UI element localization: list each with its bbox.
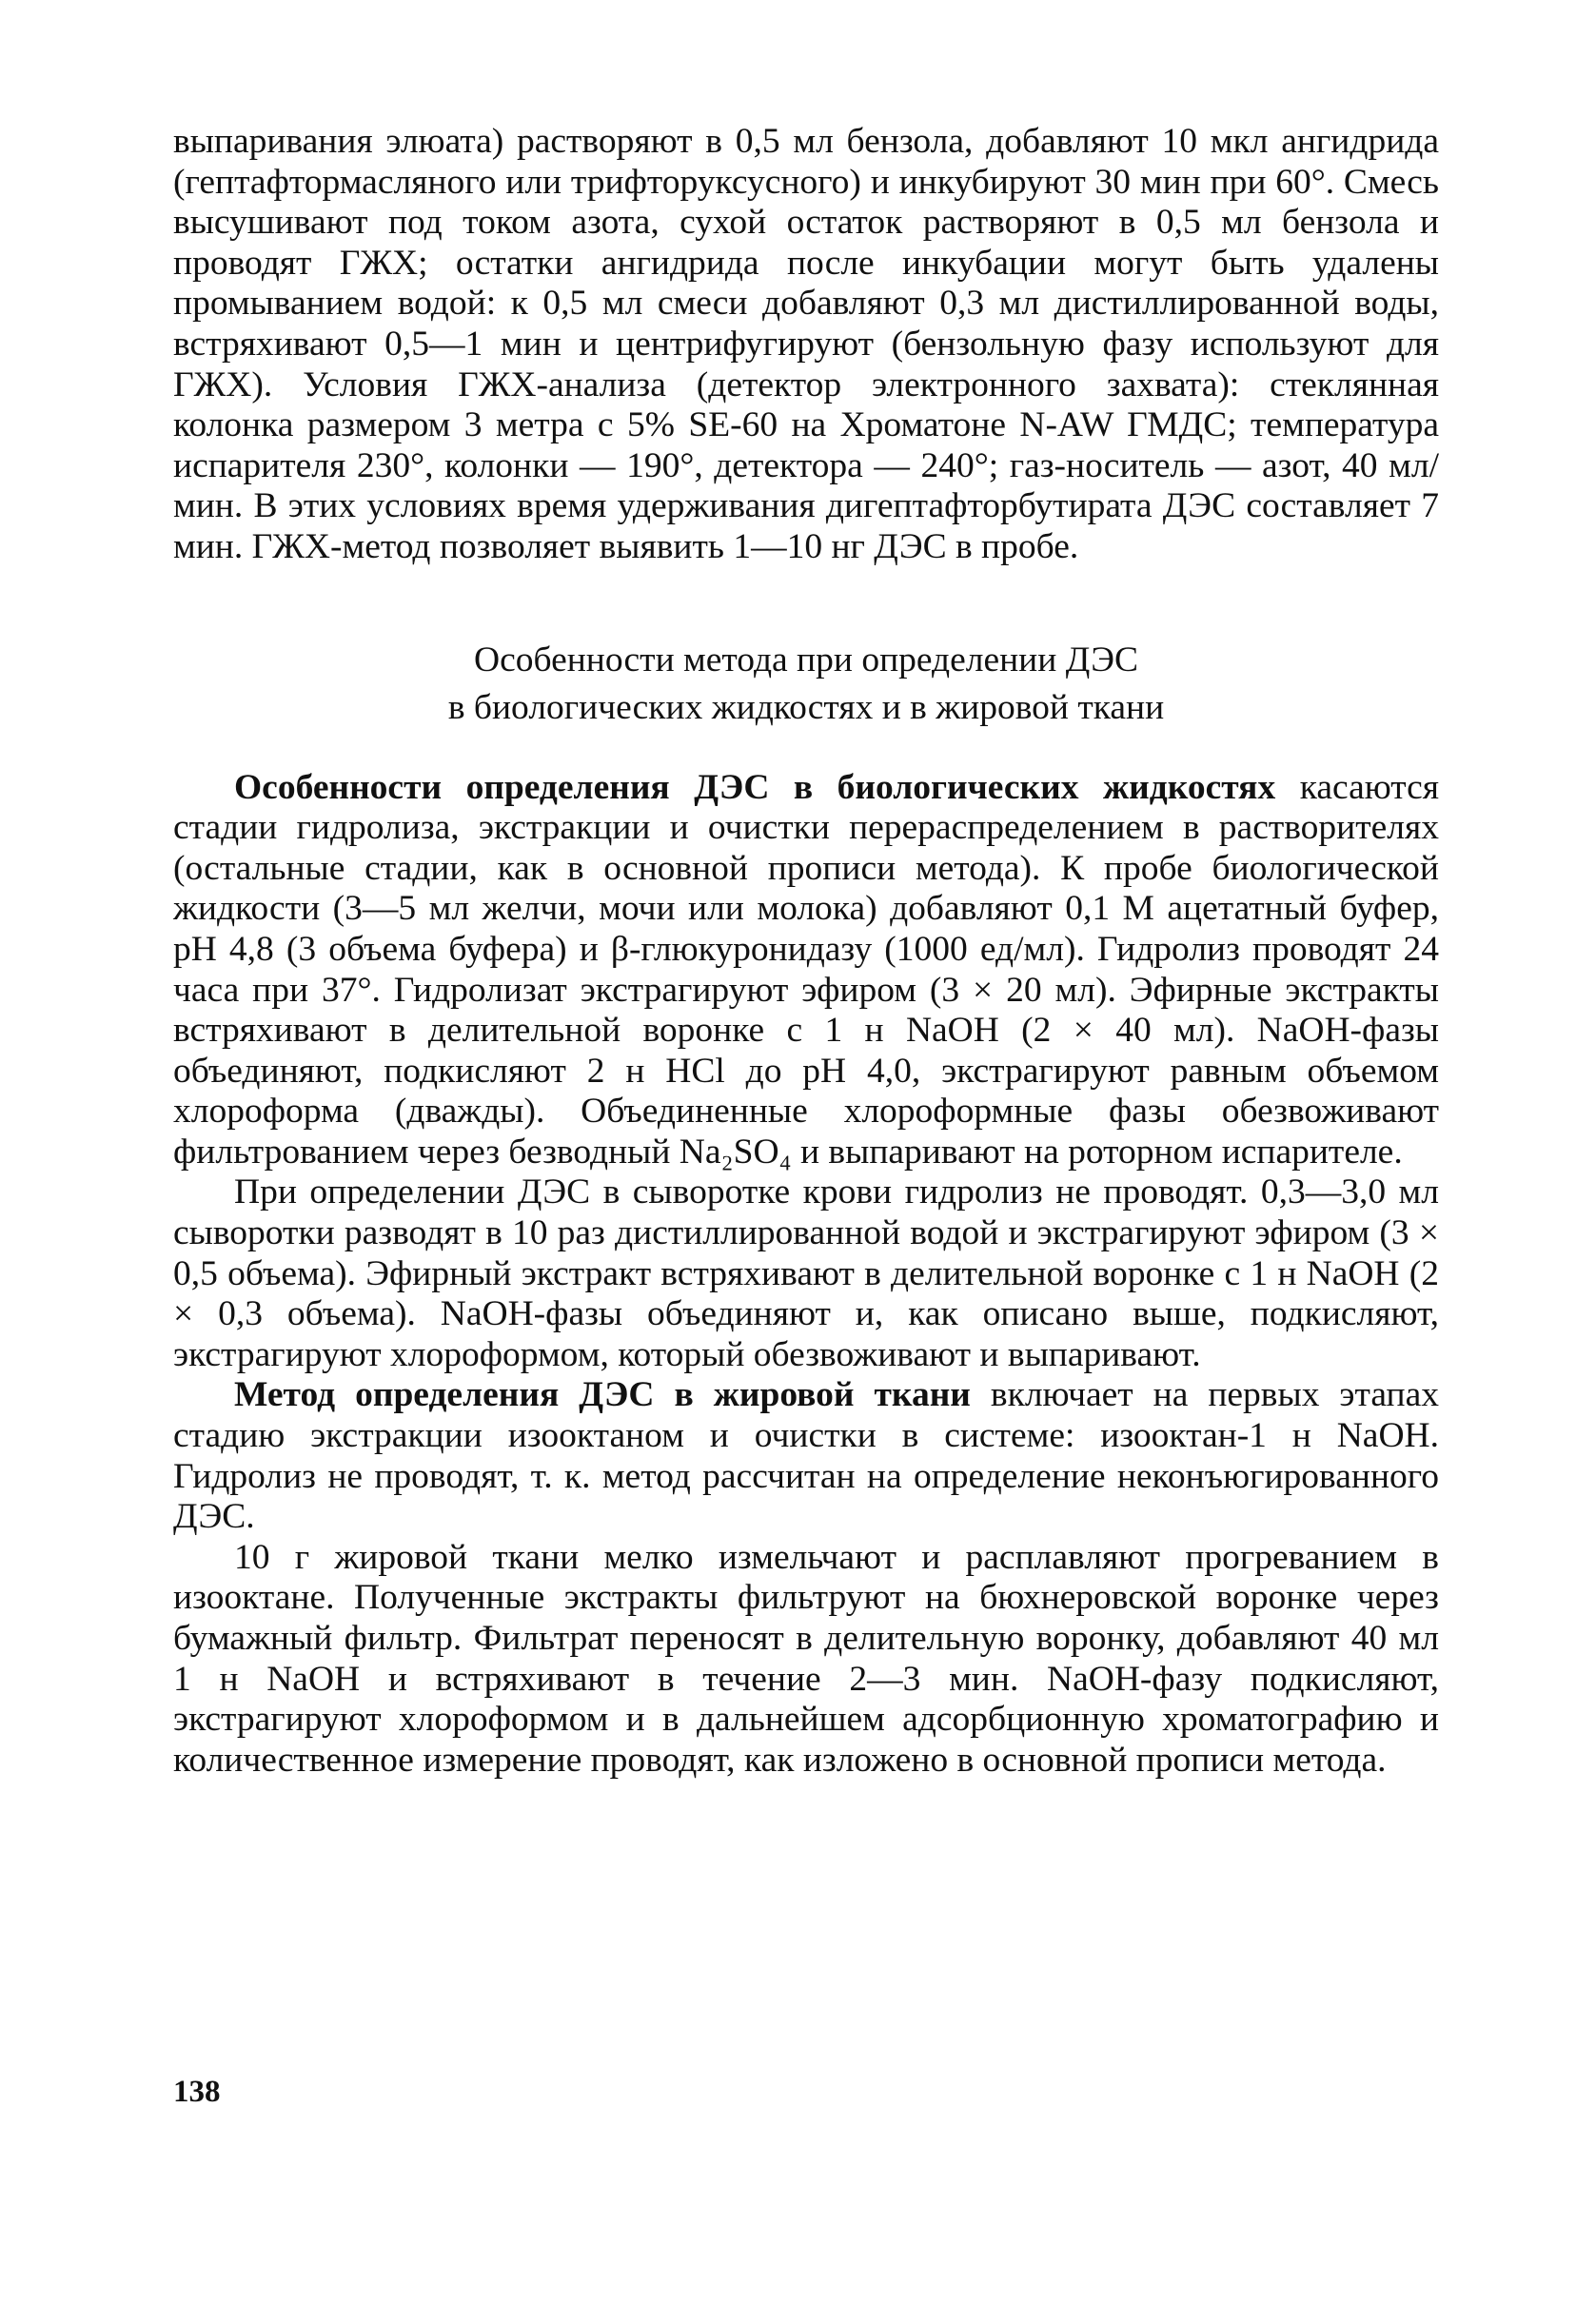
- section-heading-line-2: в биологических жидкостях и в жировой ткани: [447, 687, 1165, 727]
- paragraph-text: включает на первых этапах стадию экстракции изооктаном и очистки в системе: изооктан-1 н NaOH. Гидролиз не проводят, т. к. метод рассчитан на определение неконъюгированного ДЭС.: [173, 1375, 1439, 1537]
- page-number: 138: [173, 2075, 221, 2109]
- paragraph-fat-tissue-procedure: [173, 1538, 1439, 1782]
- paragraph-biological-fluids: [173, 768, 1439, 1173]
- intro-text: выпаривания элюата) растворяют в 0,5 мл бензола, добавляют 10 мкл ангидрида (гептафтормасляного или трифторуксусного) и инкубируют 30 мин при 60°. Смесь высушивают под током азота, сухой остаток растворяют в 0,5 мл бензола и проводят ГЖХ; остатки ангидрида после инкубации могут быть удалены промыванием водой: к 0,5 мл смеси добавляют 0,3 мл дистиллированной воды, встряхивают 0,5—1 мин и центрифугируют (бензольную фазу используют для ГЖХ). Условия ГЖХ-анализа (детектор электронного захвата): стеклянная колонка размером 3 метра с 5% SE-60 на Хроматоне N-AW ГМДС; температура испарителя 230°, колонки — 190°, детектора — 240°; газ-носитель — азот, 40 мл/мин. В этих условиях время удерживания дигептафторбутирата ДЭС составляет 7 мин. ГЖХ-метод позволяет выявить 1—10 нг ДЭС в пробе.: [173, 122, 1439, 566]
- page-body: [173, 122, 1439, 1781]
- paragraph-text: При определении ДЭС в сыворотке крови гидролиз не проводят. 0,3—3,0 мл сыворотки разводят в 10 раз дистиллированной водой и экстрагируют эфиром (3 × 0,5 объема). Эфирный экстракт встряхивают в делительной воронке с 1 н NaOH (2 × 0,3 объема). NaOH-фазы объединяют и, как описано выше, подкисляют, экстрагируют хлороформом, который обезвоживают и выпаривают.: [173, 1172, 1439, 1374]
- section-heading-line-1: Особенности метода при определении ДЭС: [474, 640, 1138, 680]
- intro-paragraph: [173, 122, 1439, 568]
- paragraph-blood-serum: [173, 1172, 1439, 1375]
- paragraph-text: 10 г жировой ткани мелко измельчают и расплавляют прогреванием в изооктане. Полученные экстракты фильтруют на бюхнеровской воронке через бумажный фильтр. Фильтрат переносят в делительную воронку, добавляют 40 мл 1 н NaOH и встряхивают в течение 2—3 мин. NaOH-фазу подкисляют, экстрагируют хлороформом и в дальнейшем адсорбционную хроматографию и количественное измерение проводят, как изложено в основной прописи метода.: [173, 1537, 1439, 1780]
- section-heading: [173, 637, 1439, 732]
- paragraph-lead-bold: Метод определения ДЭС в жировой ткани: [234, 1375, 971, 1415]
- paragraph-fat-tissue-method: [173, 1375, 1439, 1537]
- paragraph-text: касаются стадии гидролиза, экстракции и очистки перераспределением в растворителях (остальные стадии, как в основной прописи метода). К пробе биологической жидкости (3—5 мл желчи, мочи или молока) добавляют 0,1 М ацетатный буфер, pH 4,8 (3 объема буфера) и β-глюкуронидазу (1000 ед/мл). Гидролиз проводят 24 часа при 37°. Гидролизат экстрагируют эфиром (3 × 20 мл). Эфирные экстракты встряхивают в делительной воронке с 1 н NaOH (2 × 40 мл). NaOH-фазы объединяют, подкисляют 2 н HCl до pH 4,0, экстрагируют равным объемом хлороформа (дважды). Объединенные хлороформные фазы обезвоживают фильтрованием через безводный Na₂SO₄ и выпаривают на роторном испарителе.: [173, 767, 1440, 1172]
- paragraph-lead-bold: Особенности определения ДЭС в биологических жидкостях: [234, 767, 1276, 807]
